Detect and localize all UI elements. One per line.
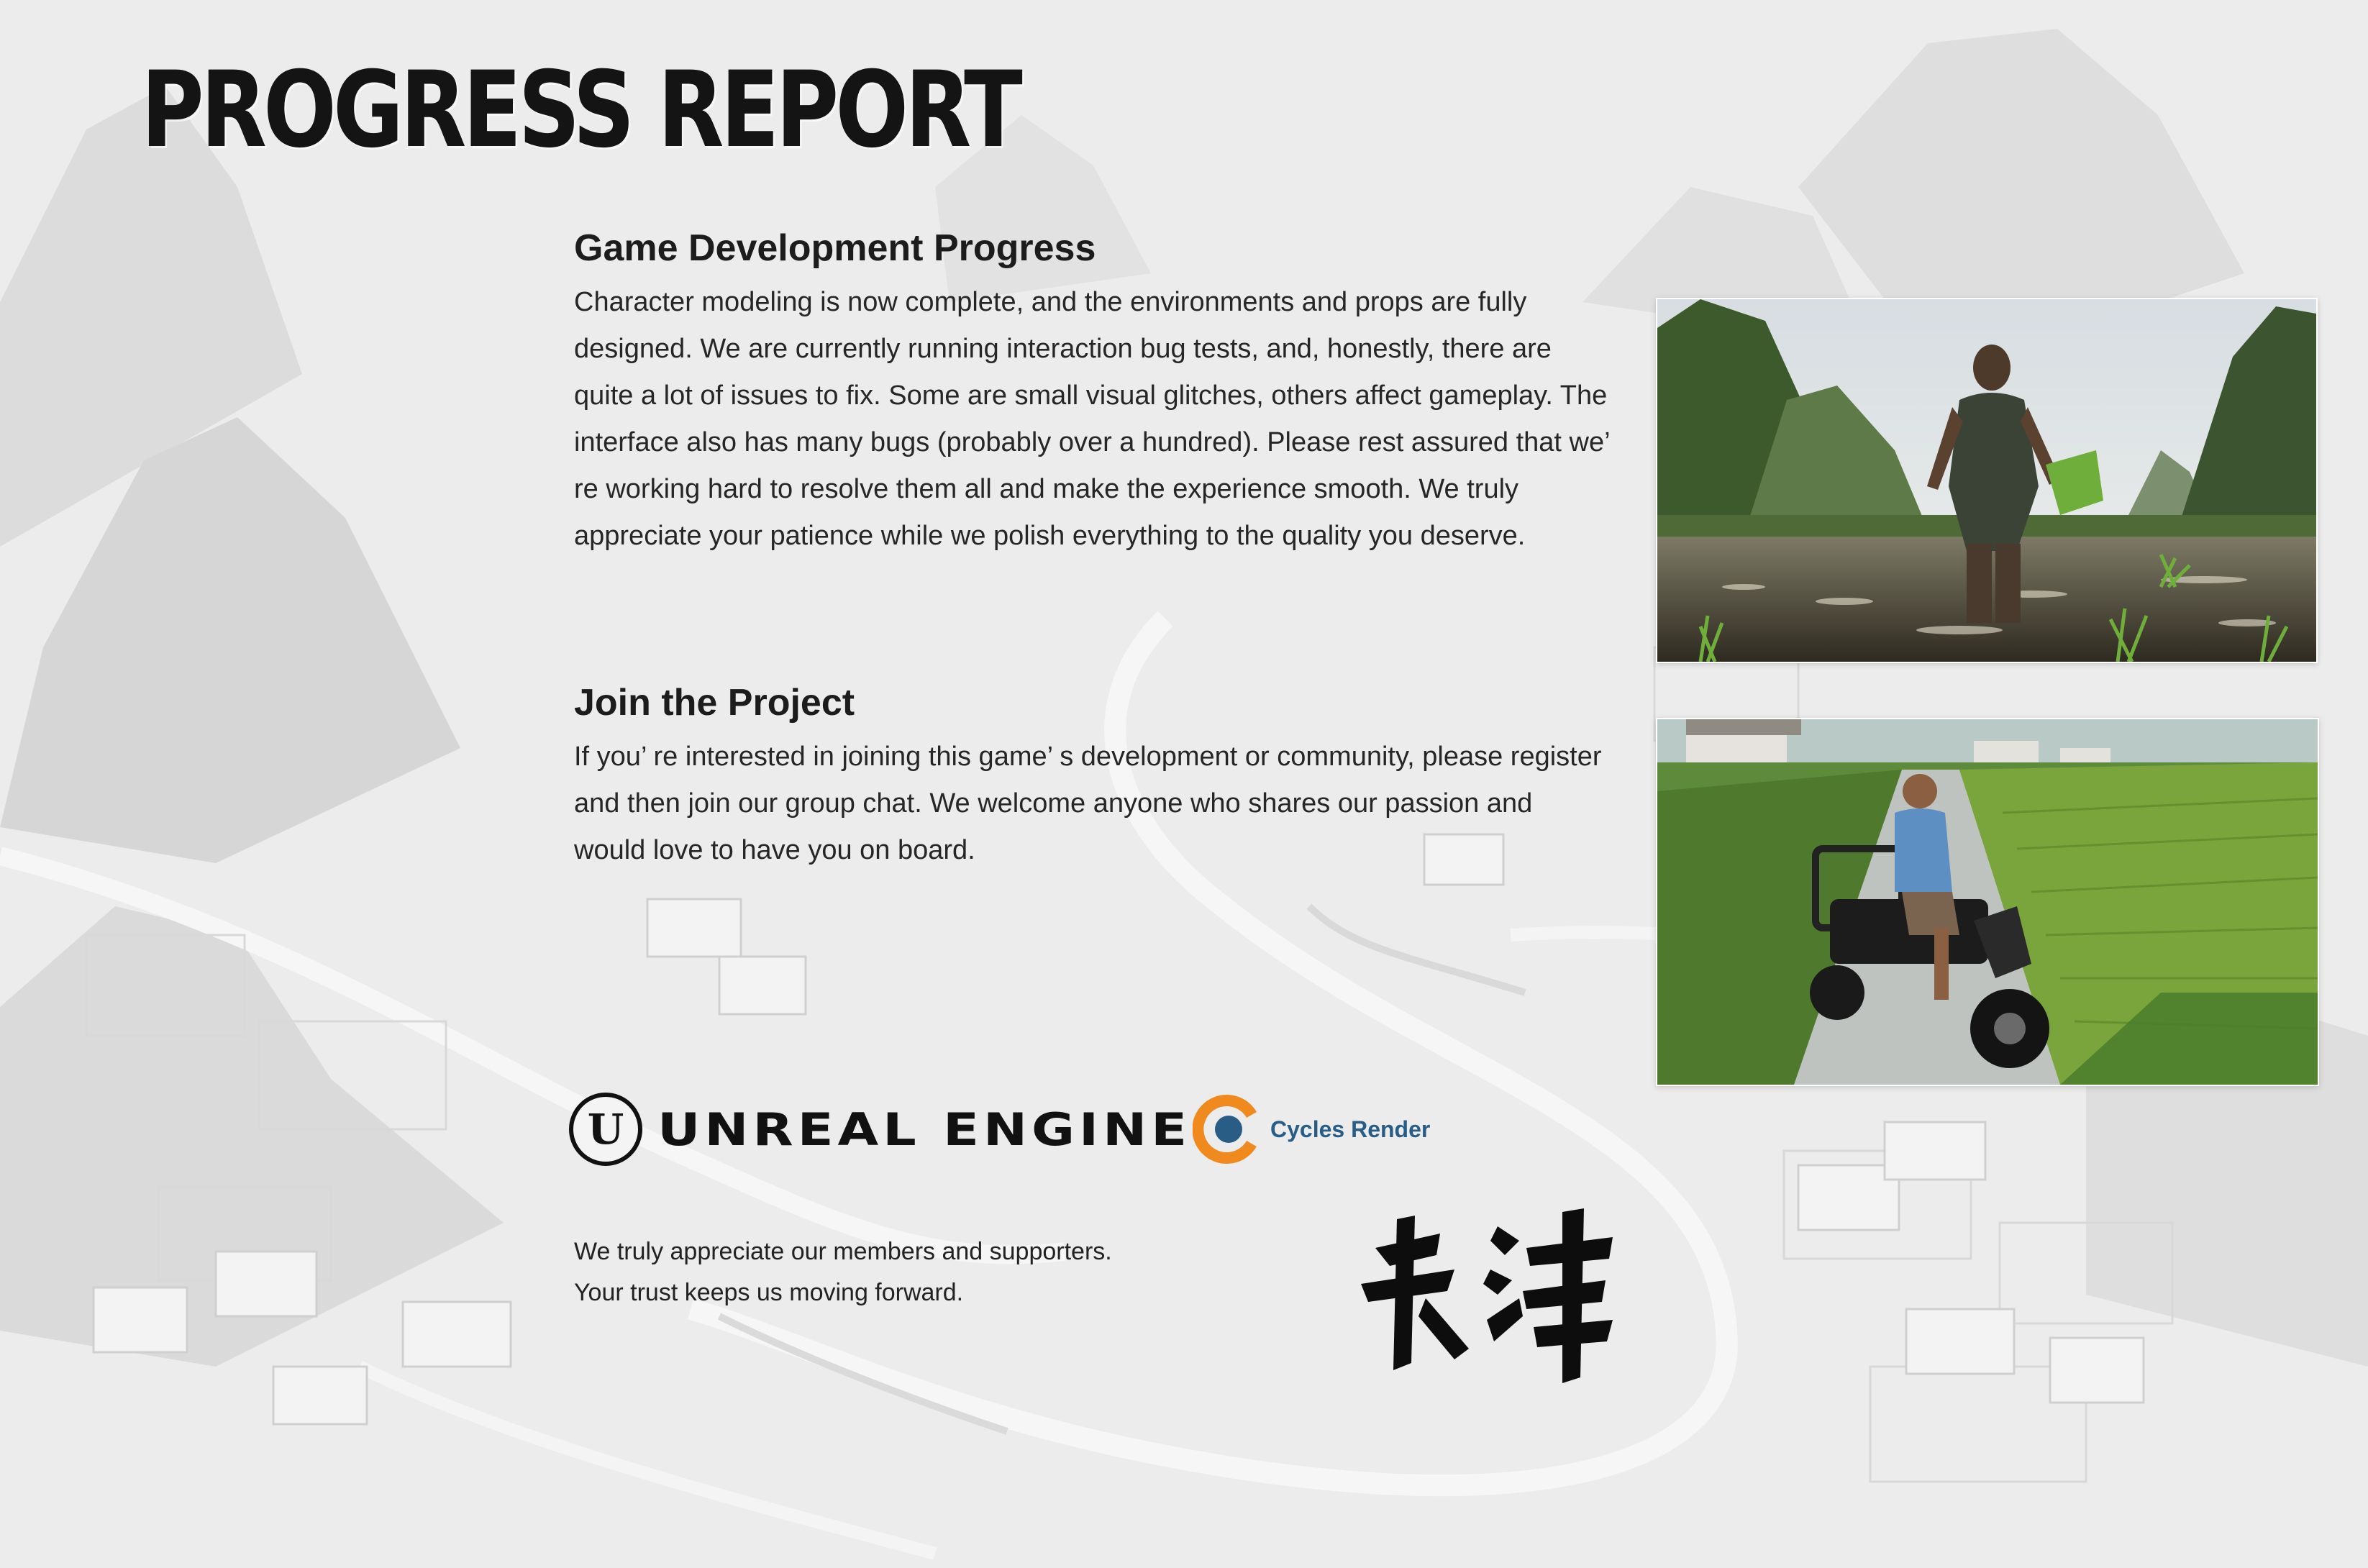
section-heading: Game Development Progress — [574, 227, 1096, 269]
unreal-engine-icon — [568, 1092, 643, 1167]
section-body: Character modeling is now complete, and the environments and props are fully designed. We are currently running interaction bug tests, and, honestly, there are quite a lot of issues to fix. Some are small visual glitches, others affect gameplay. The interface also has many bugs (probably over a hundred). Please rest assured that we’ re working hard to resolve them all and make the experience smooth. We truly appreciate your patience while we polish everything to the quality you deserve. — [574, 287, 1610, 552]
photo-icon — [1657, 719, 2318, 1085]
calligraphy-signature — [1347, 1198, 1620, 1385]
closing-message — [574, 1231, 1112, 1313]
page-title: PROGRESS REPORT — [141, 49, 1019, 171]
unreal-engine-wordmark: UNREAL ENGINE — [657, 1103, 1192, 1156]
section-body: If you’ re interested in joining this game’ s development or community, please register and then join our group chat. We welcome anyone who shares our passion and would love to have you on board. — [574, 742, 1602, 866]
section-join-project — [574, 680, 1610, 874]
svg-text:U: U — [587, 1105, 624, 1154]
closing-line: We truly appreciate our members and supporters. — [574, 1238, 1112, 1265]
farmer-rice-paddy-image — [1656, 298, 2318, 663]
closing-line: Your trust keeps us moving forward. — [574, 1279, 964, 1306]
tricycle-rider-image — [1656, 718, 2319, 1086]
cycles-render-icon — [1193, 1093, 1265, 1165]
cycles-render-logo — [1193, 1092, 1430, 1167]
unreal-engine-logo — [568, 1092, 1192, 1167]
section-development-progress — [574, 226, 1610, 560]
section-heading: Join the Project — [574, 682, 855, 724]
cycles-render-wordmark: Cycles Render — [1270, 1116, 1431, 1142]
photo-icon — [1657, 299, 2316, 662]
